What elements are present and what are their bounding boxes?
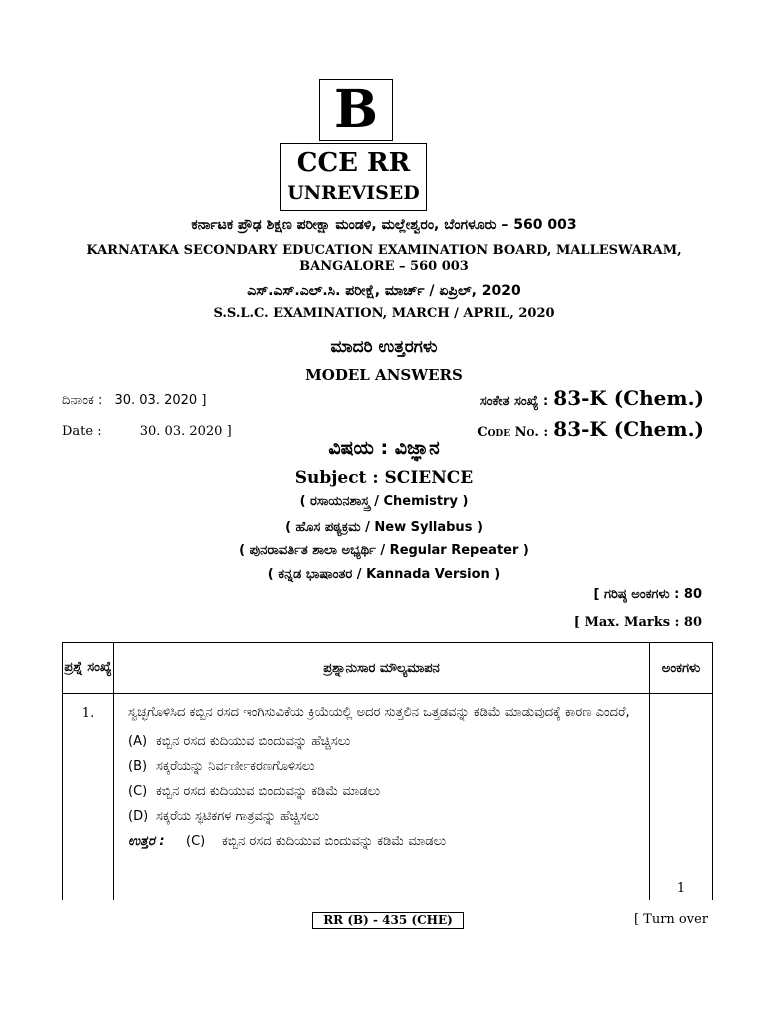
footer-code: RR (B) - 435 (CHE) bbox=[312, 912, 464, 929]
board-name-english-line2: BANGALORE – 560 003 bbox=[299, 259, 469, 274]
option-a-text: ಕಬ್ಬಿನ ರಸದ ಕುದಿಯುವ ಬಿಂದುವನ್ನು ಹೆಚ್ಚಿಸಲು bbox=[156, 734, 351, 749]
date-kannada-label: ದಿನಾಂಕ : bbox=[62, 393, 103, 408]
option-d bbox=[128, 809, 641, 824]
board-name-english-line1: KARNATAKA SECONDARY EDUCATION EXAMINATION BOARD, MALLESWARAM, bbox=[86, 243, 682, 258]
answer-option: (C) bbox=[186, 834, 206, 849]
table-row bbox=[63, 694, 713, 901]
date-english-value: 30. 03. 2020 ] bbox=[139, 424, 232, 439]
code-english-value: 83-K (Chem.) bbox=[553, 417, 704, 441]
max-marks-kannada: [ ಗರಿಷ್ಠ ಅಂಕಗಳು : 80 bbox=[593, 587, 702, 602]
code-english-label: Code No. : bbox=[477, 425, 549, 440]
header-question-number: ಪ್ರಶ್ನೆ ಸಂಖ್ಯೆ bbox=[63, 643, 114, 694]
chemistry-line: ( ರಸಾಯನಶಾಸ್ತ್ರ / Chemistry ) bbox=[299, 494, 469, 509]
answer-line bbox=[128, 834, 641, 849]
option-d-label: (D) bbox=[128, 809, 149, 824]
version-line: ( ಕನ್ನಡ ಭಾಷಾಂತರ / Kannada Version ) bbox=[267, 567, 501, 582]
cce-rr-label: CCE RR bbox=[296, 148, 411, 178]
date-kannada bbox=[62, 393, 206, 408]
option-a bbox=[128, 734, 641, 749]
answer-table bbox=[62, 642, 713, 900]
answer-label: ಉತ್ತರ : bbox=[128, 834, 165, 849]
code-kannada-value: 83-K (Chem.) bbox=[553, 386, 704, 410]
option-b-label: (B) bbox=[128, 759, 148, 774]
option-b-text: ಸಕ್ಕರೆಯನ್ನು ನಿರ್ವರ್ಣೀಕರಣಗೊಳಿಸಲು bbox=[156, 759, 315, 774]
question-cell bbox=[114, 694, 650, 901]
subject-english: Subject : SCIENCE bbox=[294, 468, 474, 488]
code-kannada bbox=[430, 386, 704, 410]
option-b bbox=[128, 759, 641, 774]
option-c bbox=[128, 784, 641, 799]
board-name-english bbox=[0, 243, 768, 275]
set-letter-box bbox=[319, 79, 393, 141]
cce-rr-box bbox=[280, 143, 427, 211]
syllabus-line: ( ಹೊಸ ಪಠ್ಯಕ್ರಮ / New Syllabus ) bbox=[285, 520, 483, 535]
option-a-label: (A) bbox=[128, 734, 148, 749]
exam-title-kannada: ಎಸ್.ಎಸ್.ಎಲ್.ಸಿ. ಪರೀಕ್ಷೆ, ಮಾರ್ಚ್ / ಏಪ್ರಿಲ್, 2020 bbox=[247, 283, 521, 299]
header-evaluation: ಪ್ರಶ್ನಾನುಸಾರ ಮೌಲ್ಯಮಾಪನ bbox=[114, 643, 650, 694]
question-marks: 1 bbox=[650, 694, 713, 901]
question-text: ಸ್ವಚ್ಛಗೊಳಿಸಿದ ಕಬ್ಬಿನ ರಸದ ಇಂಗಿಸುವಿಕೆಯ ಕ್ರಿಯೆಯಲ್ಲಿ ಅದರ ಸುತ್ತಲಿನ ಒತ್ತಡವನ್ನು ಕಡಿಮೆ ಮಾಡುವುದಕ್ಕೆ ಕಾರಣ ಎಂದರೆ, bbox=[128, 705, 630, 720]
date-kannada-value: 30. 03. 2020 ] bbox=[114, 393, 207, 408]
unrevised-label: UNREVISED bbox=[287, 182, 420, 204]
option-d-text: ಸಕ್ಕರೆಯ ಸ್ಫಟಿಕಗಳ ಗಾತ್ರವನ್ನು ಹೆಚ್ಚಿಸಲು bbox=[156, 809, 320, 824]
header-marks: ಅಂಕಗಳು bbox=[650, 643, 713, 694]
board-name-kannada: ಕರ್ನಾಟಕ ಪ್ರೌಢ ಶಿಕ್ಷಣ ಪರೀಕ್ಷಾ ಮಂಡಳಿ, ಮಲ್ಲೇಶ್ವರಂ, ಬೆಂಗಳೂರು – 560 003 bbox=[191, 217, 577, 233]
model-answers-kannada: ಮಾದರಿ ಉತ್ತರಗಳು bbox=[330, 337, 438, 357]
set-letter: B bbox=[334, 79, 378, 140]
answer-text: ಕಬ್ಬಿನ ರಸದ ಕುದಿಯುವ ಬಿಂದುವನ್ನು ಕಡಿಮೆ ಮಾಡಲು bbox=[222, 834, 447, 849]
table-header-row bbox=[63, 643, 713, 694]
repeater-line: ( ಪುನರಾವರ್ತಿತ ಶಾಲಾ ಅಭ್ಯರ್ಥಿ / Regular Repeater ) bbox=[239, 543, 529, 558]
max-marks-english: [ Max. Marks : 80 bbox=[573, 615, 702, 630]
option-c-text: ಕಬ್ಬಿನ ರಸದ ಕುದಿಯುವ ಬಿಂದುವನ್ನು ಕಡಿಮೆ ಮಾಡಲು bbox=[156, 784, 381, 799]
date-english-label: Date : bbox=[62, 424, 102, 439]
turn-over-note: [ Turn over bbox=[633, 912, 708, 927]
question-number: 1. bbox=[63, 694, 114, 901]
model-answers-english: MODEL ANSWERS bbox=[305, 366, 463, 384]
subject-kannada: ವಿಷಯ : ವಿಜ್ಞಾನ bbox=[328, 437, 440, 459]
code-kannada-label: ಸಂಕೇತ ಸಂಖ್ಯೆ : bbox=[479, 394, 549, 409]
option-c-label: (C) bbox=[128, 784, 148, 799]
exam-title-english: S.S.L.C. EXAMINATION, MARCH / APRIL, 2020 bbox=[213, 306, 555, 321]
